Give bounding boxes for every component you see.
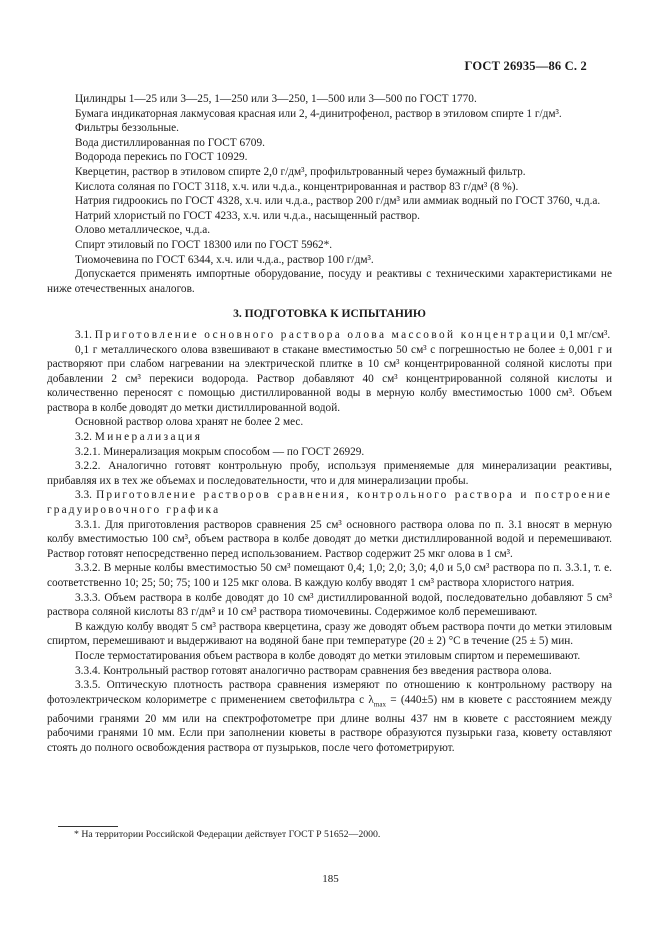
page-number: 185 (322, 873, 339, 885)
paragraph-3-3-3-thermostat: После термостатирования объем раствора в колбе доводят до метки этиловым спиртом и перемешивают. (75, 649, 581, 662)
paragraph-text: 3.3.5. Оптическую плотность раствора сравнения измеряют по отношению к контрольному раствору на фотоэлектрическом колориметре с применением светофильтра с λ (47, 679, 612, 706)
subsection-title: Минерализация (94, 431, 203, 444)
equipment-line: Кислота соляная по ГОСТ 3118, х.ч. или ч.д.а., концентрированная и раствор 83 г/дм³ (8 %). (75, 180, 519, 193)
equipment-line: Допускается применять импортные оборудование, посуду и реактивы с техническими характеристиками не ниже отечественных аналогов. (47, 268, 612, 295)
equipment-line: Вода дистиллированная по ГОСТ 6709. (75, 136, 265, 149)
paragraph-3-1-storage: Основной раствор олова хранят не более 2 мес. (75, 416, 304, 429)
equipment-line: Спирт этиловый по ГОСТ 18300 или по ГОСТ 5962*. (75, 238, 333, 251)
paragraph-3-3-2: 3.3.2. В мерные колбы вместимостью 50 см³ помещают 0,4; 1,0; 2,0; 3,0; 4,0 и 5,0 см³ раствора по п. 3.3.1, т. е. соответственно 10; 25; 50; 75; 100 и 125 мкг олова. В каждую колбу вводят 1 см³ раствора хлористого натрия. (47, 562, 612, 589)
footnote-divider (58, 826, 118, 827)
subsection-title: Приготовление основного раствора олова массовой концентрации (94, 328, 558, 341)
paragraph-3-3-3: 3.3.3. Объем раствора в колбе доводят до 10 см³ дистиллированной водой, последовательно добавляют 5 см³ раствора соляной кислоты 83 г/дм³ и 10 см³ раствора тиомочевины. Содержимое колб перемешивают. (47, 591, 612, 619)
paragraph-3-3-4: 3.3.4. Контрольный раствор готовят аналогично растворам сравнения без введения раствора олова. (75, 664, 552, 677)
equipment-line: Натрий хлористый по ГОСТ 4233, х.ч. или ч.д.а., насыщенный раствор. (75, 209, 420, 222)
equipment-line: Водорода перекись по ГОСТ 10929. (75, 151, 248, 164)
footnote: * На территории Российской Федерации действует ГОСТ Р 51652—2000. (74, 829, 381, 840)
subsection-number: 3.2. (75, 431, 92, 444)
subsection-number: 3.1. (75, 328, 92, 341)
paragraph-text: = (440±5) нм в кювете с расстоянием между рабочими гранями 20 мм или на спектрофотометре при длине волны 437 нм в кювете с расстоянием между рабочими гранями 10 мм. Если при заполнении кюветы в растворе образуются пузырьки газа, кювету оставляют стоять до полного освобождения раствора от пузырьков, после чего фотометрируют. (47, 693, 612, 754)
page-header: ГОСТ 26935—86 С. 2 (464, 59, 587, 73)
subsection-title: Приготовление растворов сравнения, контрольного раствора и построение градуировочного графика (47, 489, 613, 517)
subsection-3-3-heading (47, 488, 612, 517)
equipment-line: Олово металлическое, ч.д.а. (75, 224, 211, 237)
paragraph-3-3-3-quercetin: В каждую колбу вводят 5 см³ раствора кверцетина, сразу же доводят объем раствора почти до метки этиловым спиртом, перемешивают и выдерживают на водяной бане при температуре (20 ± 2) °С в течение (25 ± 5) мин. (47, 620, 612, 648)
document-body (47, 92, 612, 755)
subsection-3-2-heading (47, 430, 612, 445)
paragraph-3-3-1: 3.3.1. Для приготовления растворов сравнения 25 см³ основного раствора олова по п. 3.1 вносят в мерную колбу вместимостью 100 см³, объем раствора в колбе доводят до метки дистиллированной водой и перемешивают. Раствор готовят непосредственно перед использованием. Раствор содержит 25 мкг олова в 1 см³. (47, 518, 612, 560)
subsection-number: 3.3. (75, 489, 92, 502)
equipment-line: Бумага индикаторная лакмусовая красная или 2, 4-динитрофенол, раствор в этиловом спирте 1 г/дм³. (75, 107, 562, 120)
subsection-3-1-heading (47, 328, 612, 343)
paragraph-3-2-1: 3.2.1. Минерализация мокрым способом — по ГОСТ 26929. (75, 445, 365, 458)
lambda-subscript: max (373, 700, 386, 708)
equipment-line: Цилиндры 1—25 или 3—25, 1—250 или 3—250, 1—500 или 3—500 по ГОСТ 1770. (75, 93, 477, 105)
section-title: 3. ПОДГОТОВКА К ИСПЫТАНИЮ (233, 307, 426, 321)
equipment-line: Кверцетин, раствор в этиловом спирте 2,0 г/дм³, профильтрованный через бумажный фильтр. (75, 165, 526, 178)
paragraph-3-1: 0,1 г металлического олова взвешивают в стакане вместимостью 50 см³ с погрешностью не более ± 0,001 г и растворяют при слабом нагревании на электрической плитке в 10 см³ концентрированной соляной кислоты при добавлении 2 см³ перекиси водорода. Раствор добавляют 40 см³ концентрированной соляной кислоты и количественно переносят с помощью дистиллированной воды в мерную колбу вместимостью 1000 см³. Объем раствора в колбе доводят до метки дистиллированной водой. (47, 343, 612, 414)
equipment-line: Фильтры беззольные. (75, 122, 179, 135)
paragraph-3-3-5 (47, 678, 612, 755)
equipment-line: Натрия гидроокись по ГОСТ 4328, х.ч. или ч.д.а., раствор 200 г/дм³ или аммиак водный по ГОСТ 3760, ч.д.а. (75, 195, 601, 208)
paragraph-3-2-2: 3.2.2. Аналогично готовят контрольную пробу, используя применяемые для минерализации реактивы, прибавляя их в тех же объемах и последовательности, что и для минерализации пробы. (47, 460, 612, 487)
equipment-line: Тиомочевина по ГОСТ 6344, х.ч. или ч.д.а., раствор 100 г/дм³. (75, 253, 374, 266)
subsection-title-tail: 0,1 мг/см³. (559, 328, 611, 341)
